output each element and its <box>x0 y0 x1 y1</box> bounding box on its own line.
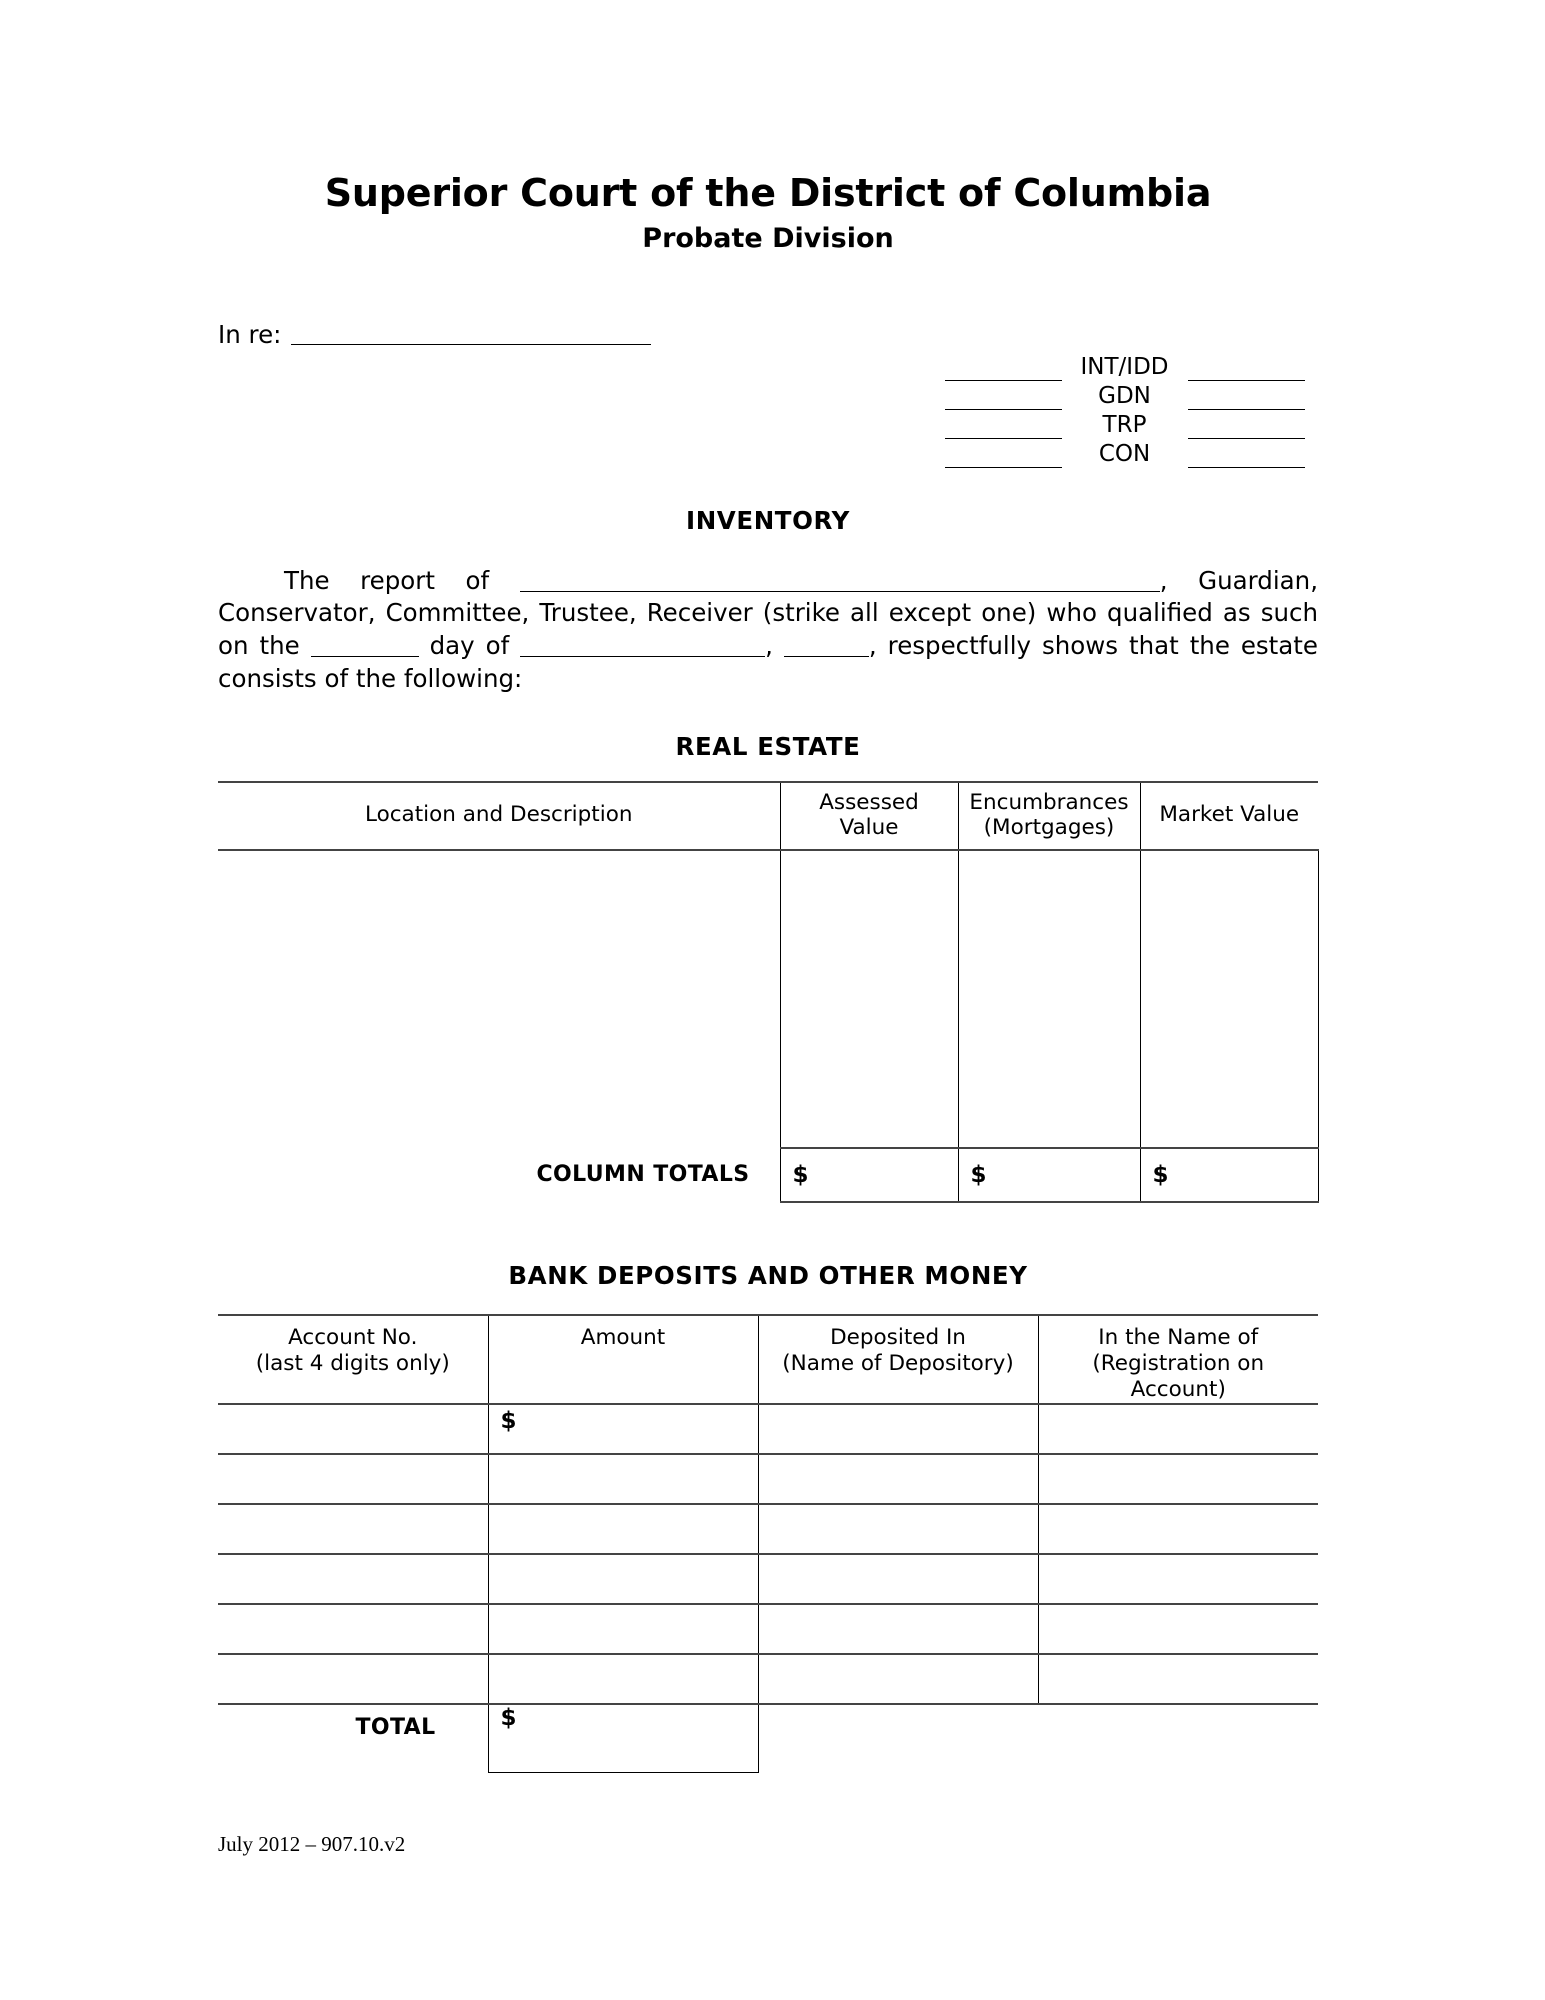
bank-deposits-table <box>218 1314 1318 1774</box>
day-of-label: day of <box>429 631 510 661</box>
re-cell-market[interactable] <box>1140 850 1318 1148</box>
bank-col-deposited-line1: Deposited In <box>830 1324 966 1350</box>
form-revision-footer: July 2012 – 907.10.v2 <box>218 1832 406 1856</box>
re-cell-location[interactable] <box>218 850 780 1148</box>
bank-cell-account[interactable] <box>218 1554 488 1604</box>
re-col-assessed-line1: Assessed <box>819 789 919 815</box>
re-column-totals-label: COLUMN TOTALS <box>536 1162 750 1188</box>
case-type-label-gdn: GDN <box>1098 382 1151 409</box>
form-content <box>218 0 1318 1773</box>
re-col-assessed-value <box>780 782 958 850</box>
table-row <box>218 1404 1318 1454</box>
case-number-left-con[interactable] <box>945 446 1062 468</box>
bank-cell-in-name-of[interactable] <box>1038 1604 1318 1654</box>
bank-total-row <box>218 1704 1318 1773</box>
bank-cell-in-name-of[interactable] <box>1038 1554 1318 1604</box>
bank-cell-deposited-in[interactable] <box>758 1604 1038 1654</box>
re-col-encumbrances <box>958 782 1140 850</box>
real-estate-totals-row <box>218 1148 1318 1202</box>
qualified-month-input[interactable] <box>520 637 765 657</box>
comma-after-name: , <box>1159 565 1168 595</box>
bank-header-row <box>218 1315 1318 1404</box>
qualified-day-input[interactable] <box>311 637 419 657</box>
re-cell-assessed[interactable] <box>780 850 958 1148</box>
division-subtitle: Probate Division <box>642 222 894 254</box>
bank-cell-deposited-in[interactable] <box>758 1504 1038 1554</box>
bank-col-account-no <box>218 1315 488 1404</box>
bank-col-name-line3: Account) <box>1130 1376 1226 1402</box>
fiduciary-roles-line: Guardian, Conservator, Committee, Trustee, Receiver (strike all except one) who <box>218 565 1318 628</box>
bank-col-account-line2: (last 4 digits only) <box>255 1350 450 1376</box>
case-type-row-trp <box>937 410 1312 439</box>
bank-deposits-section <box>218 1261 1318 1774</box>
re-col-encumbrances-line2: (Mortgages) <box>983 814 1115 840</box>
re-cell-encumbrances[interactable] <box>958 850 1140 1148</box>
bank-cell-account[interactable] <box>218 1504 488 1554</box>
re-total-encumbrances-symbol: $ <box>970 1161 987 1188</box>
case-number-right-con[interactable] <box>1188 446 1305 468</box>
table-row <box>218 1654 1318 1704</box>
bank-cell-account[interactable] <box>218 1404 488 1454</box>
page-title: Superior Court of the District of Columbia <box>324 171 1212 215</box>
re-total-market[interactable] <box>1140 1148 1318 1202</box>
in-re-label: In re: <box>218 319 282 349</box>
bank-col-name-line1: In the Name of <box>1098 1324 1259 1350</box>
table-row <box>218 1554 1318 1604</box>
case-number-right-trp[interactable] <box>1188 417 1305 439</box>
bank-cell-amount[interactable] <box>488 1654 758 1704</box>
re-col-location: Location and Description <box>218 782 780 850</box>
re-col-assessed-line2: Value <box>839 814 899 840</box>
bank-col-amount: Amount <box>488 1315 758 1404</box>
bank-total-symbol: $ <box>500 1704 517 1731</box>
real-estate-table <box>218 781 1319 1203</box>
case-number-left-trp[interactable] <box>945 417 1062 439</box>
real-estate-header-row <box>218 782 1318 850</box>
case-type-label-con: CON <box>1098 440 1151 467</box>
bank-cell-account[interactable] <box>218 1454 488 1504</box>
case-type-label-trp: TRP <box>1102 411 1147 438</box>
bank-cell-amount[interactable] <box>488 1554 758 1604</box>
bank-cell-amount[interactable] <box>488 1404 758 1454</box>
bank-cell-amount[interactable] <box>488 1454 758 1504</box>
bank-amount-symbol: $ <box>500 1407 517 1434</box>
bank-col-account-line1: Account No. <box>288 1324 418 1350</box>
bank-cell-amount[interactable] <box>488 1604 758 1654</box>
case-number-right-gdn[interactable] <box>1188 388 1305 410</box>
bank-cell-deposited-in[interactable] <box>758 1554 1038 1604</box>
bank-cell-in-name-of[interactable] <box>1038 1404 1318 1454</box>
case-number-left-int-idd[interactable] <box>945 359 1062 381</box>
inventory-statement <box>218 565 1318 696</box>
case-type-block <box>937 352 1312 468</box>
bank-total-spacer-1 <box>758 1704 1038 1773</box>
re-total-encumbrances[interactable] <box>958 1148 1140 1202</box>
bank-cell-account[interactable] <box>218 1604 488 1654</box>
case-type-label-int-idd: INT/IDD <box>1080 353 1169 380</box>
bank-cell-in-name-of[interactable] <box>1038 1454 1318 1504</box>
table-row <box>218 1454 1318 1504</box>
table-row <box>218 1504 1318 1554</box>
table-row <box>218 1604 1318 1654</box>
re-total-market-symbol: $ <box>1152 1161 1169 1188</box>
bank-total-label: TOTAL <box>355 1714 436 1740</box>
comma-after-year: , <box>868 631 877 661</box>
bank-cell-amount[interactable] <box>488 1504 758 1554</box>
estate-consists-line: respectfully shows that the estate consists of the following: <box>218 631 1318 694</box>
report-of-label: The report of <box>284 565 490 595</box>
qualified-year-input[interactable] <box>784 637 869 657</box>
bank-cell-deposited-in[interactable] <box>758 1404 1038 1454</box>
re-total-assessed[interactable] <box>780 1148 958 1202</box>
in-re-input[interactable] <box>291 344 651 345</box>
qualified-label: qualified as such on the <box>218 598 1318 661</box>
real-estate-entry-row <box>218 850 1318 1148</box>
bank-cell-in-name-of[interactable] <box>1038 1654 1318 1704</box>
bank-total-amount[interactable] <box>488 1704 758 1773</box>
real-estate-heading: REAL ESTATE <box>675 731 861 761</box>
caption-block <box>218 319 1318 467</box>
case-type-row-int-idd <box>937 352 1312 381</box>
bank-cell-deposited-in[interactable] <box>758 1654 1038 1704</box>
bank-col-deposited-in <box>758 1315 1038 1404</box>
comma-after-month: , <box>765 631 773 661</box>
bank-cell-account[interactable] <box>218 1654 488 1704</box>
bank-deposits-heading: BANK DEPOSITS AND OTHER MONEY <box>508 1260 1028 1290</box>
re-col-encumbrances-line1: Encumbrances <box>969 789 1129 815</box>
bank-total-spacer-2 <box>1038 1704 1318 1773</box>
in-re-row <box>218 320 651 349</box>
fiduciary-name-input[interactable] <box>520 572 1160 592</box>
bank-cell-deposited-in[interactable] <box>758 1454 1038 1504</box>
case-number-left-gdn[interactable] <box>945 388 1062 410</box>
re-col-market-value: Market Value <box>1140 782 1318 850</box>
bank-cell-in-name-of[interactable] <box>1038 1504 1318 1554</box>
bank-col-deposited-line2: (Name of Depository) <box>782 1350 1014 1376</box>
bank-col-name-line2: (Registration on <box>1092 1350 1265 1376</box>
bank-col-in-name-of <box>1038 1315 1318 1404</box>
re-total-assessed-symbol: $ <box>792 1161 809 1188</box>
case-number-right-int-idd[interactable] <box>1188 359 1305 381</box>
inventory-heading: INVENTORY <box>685 505 851 535</box>
case-type-row-con <box>937 439 1312 468</box>
case-type-row-gdn <box>937 381 1312 410</box>
